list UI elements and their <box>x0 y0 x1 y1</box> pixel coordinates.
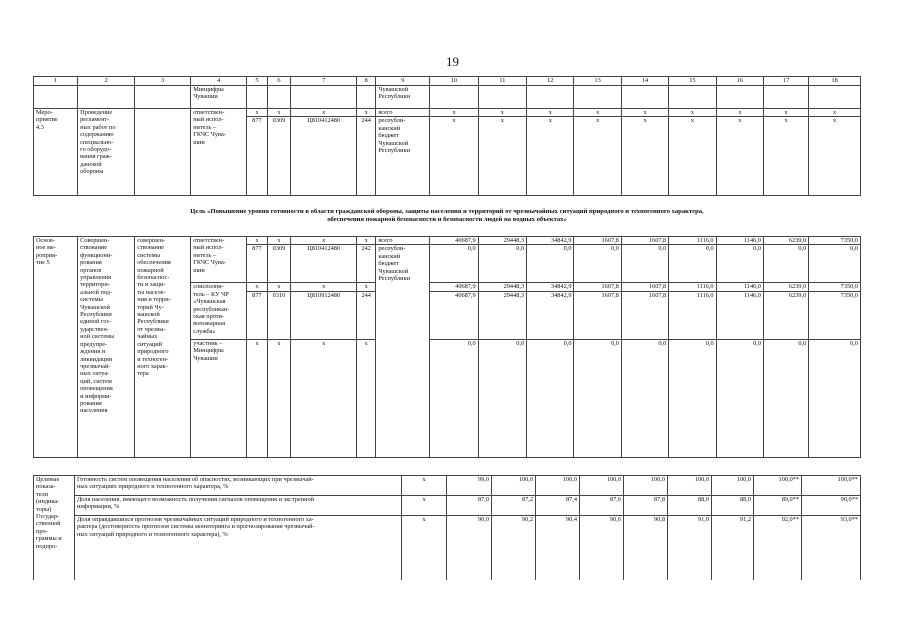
indicator-text: Готовность систем оповещения населения об опасностях, возникающих при чрезвычай- ных ситуациях природного и техногенного характера, % <box>75 476 402 496</box>
cell: x <box>291 283 357 291</box>
cell: 877 <box>247 245 267 283</box>
cell: 1146,0 <box>716 283 763 291</box>
cell: 6239,0 <box>763 237 808 245</box>
cell: 91,2 <box>712 516 754 580</box>
cell: 29448,3 <box>478 291 526 339</box>
cell: 99,0 <box>447 476 492 496</box>
event-name: Совершен- ствование функциони- рования органов управления территори- альной под- системы Чувашской Республики единой гос- ударствен- ной системы предупре- ждения и ликвидации чрезвычай- ных ситуа- ций, систем оповещения и информи- рования населения <box>78 237 135 458</box>
cell: всего <box>376 109 430 117</box>
cell: 87,2 <box>492 496 536 516</box>
event-label: Основ- ное ме- роприя- тие 5 <box>34 237 78 458</box>
cell: x <box>402 496 447 516</box>
cell: 242 <box>356 245 375 283</box>
cell: x <box>247 237 267 245</box>
cell: 91,0 <box>668 516 712 580</box>
cell: 0,0 <box>716 245 763 283</box>
column-number-18: 18 <box>809 77 861 86</box>
continuation-row <box>34 86 861 109</box>
column-number-13: 13 <box>574 77 621 86</box>
cell: 0,0 <box>478 245 526 283</box>
goal-heading: Цель «Повышение уровня готовности в области гражданской обороны, защиты населения и территорий от чрезвычайных ситуаций природного и техногенного характера, обеспечения пожарной безопасности и безопасности людей на водных объектах» <box>190 208 704 223</box>
cell: Ц810912480 <box>291 291 357 339</box>
cell: 100,0 <box>624 476 668 496</box>
cell: 1116,0 <box>669 291 716 339</box>
column-number-2: 2 <box>78 77 135 86</box>
cell: 90,0 <box>447 516 492 580</box>
cell: 88,0 <box>712 496 754 516</box>
cell: 0,0 <box>763 339 808 457</box>
cell: 0310 <box>267 291 291 339</box>
cell: 40687,9 <box>430 237 478 245</box>
cell: 0,0 <box>574 339 621 457</box>
cell: x <box>574 117 621 196</box>
cell: x <box>527 109 574 117</box>
cell: 877 <box>247 117 267 196</box>
cell: x <box>267 237 291 245</box>
table-row <box>34 516 861 580</box>
cell: 34842,9 <box>527 283 574 291</box>
column-number-11: 11 <box>478 77 526 86</box>
column-number-10: 10 <box>430 77 478 86</box>
cell: x <box>430 117 478 196</box>
cell: x <box>267 283 291 291</box>
table-row <box>34 109 861 117</box>
cell: 100,0 <box>492 476 536 496</box>
cell: x <box>291 339 357 457</box>
column-number-8: 8 <box>356 77 375 86</box>
indicator-text: Доля оправдавшихся прогнозов чрезвычайных ситуаций природного и техногенного ха- рактера (достоверность прогнозов системы мониторинга и прогнозирования чрезвычай- ных ситуаций природного и техногенного характера), % <box>75 516 402 580</box>
cell: 0,0 <box>430 245 478 283</box>
cell: x <box>574 109 621 117</box>
cell: 1607,8 <box>621 237 668 245</box>
cell: x <box>621 117 668 196</box>
table-main-event-5 <box>33 236 861 458</box>
cell: 87,8 <box>624 496 668 516</box>
cell: 87,4 <box>536 496 580 516</box>
participant: участник – Минцифры Чувашии <box>191 339 247 457</box>
cell: 100,0 <box>536 476 580 496</box>
cell: x <box>430 109 478 117</box>
column-number-14: 14 <box>621 77 668 86</box>
indicators-label: Целевые показа- тели (индика- торы) Государ- ственной про- граммы и подпро- <box>34 476 75 580</box>
column-number-3: 3 <box>135 77 191 86</box>
cell: x <box>356 237 375 245</box>
event-label: Меро- приятие 4.3 <box>34 109 78 196</box>
continued-agency: Минцифры Чувашии <box>191 86 247 109</box>
cell: 90,4 <box>536 516 580 580</box>
cell: x <box>527 117 574 196</box>
cell: x <box>478 117 526 196</box>
cell: x <box>291 109 357 117</box>
cell: 1607,8 <box>621 283 668 291</box>
cell: 87,6 <box>580 496 624 516</box>
cell: 0309 <box>267 245 291 283</box>
cell: республи- канский бюджет Чувашской Республики <box>376 117 430 196</box>
column-number-6: 6 <box>267 77 291 86</box>
column-number-7: 7 <box>291 77 357 86</box>
indicator-text: Доля населения, имеющего возможность получения сигналов оповещения и экстренной информации, % <box>75 496 402 516</box>
source-total: всего <box>376 237 430 245</box>
continued-source: Чувашской Республики <box>376 86 430 109</box>
cell: x <box>291 237 357 245</box>
cell: 89,0** <box>754 496 802 516</box>
cell: 0,0 <box>478 339 526 457</box>
cell: 0,0 <box>809 245 861 283</box>
cell: 87,0 <box>447 496 492 516</box>
cell: 1146,0 <box>716 237 763 245</box>
cell: 0,0 <box>669 339 716 457</box>
cell: 29448,3 <box>478 283 526 291</box>
cell: Ц810412480 <box>291 117 357 196</box>
cell: x <box>478 109 526 117</box>
table-row <box>34 237 861 245</box>
cell: 34842,9 <box>527 237 574 245</box>
column-number-17: 17 <box>763 77 808 86</box>
cell: Ц810412480 <box>291 245 357 283</box>
cell: x <box>247 109 267 117</box>
cell: 40687,9 <box>430 283 478 291</box>
cell: 6239,0 <box>763 291 808 339</box>
goal-description: совершен- ствование системы обеспечения пожарной безопаснос- ти и защи- ты населе- ния и терри- торий Чу- вашской Республики от чрезвы- чайных ситуаций природного и техноген- ного харак- тера <box>135 237 191 458</box>
cell: x <box>247 339 267 457</box>
responsible: ответствен- ный испол- нитель – ГКЧС Чува- шии <box>191 237 247 283</box>
cell: 88,0 <box>668 496 712 516</box>
cell: 90,0** <box>802 496 861 516</box>
cell: 1116,0 <box>669 237 716 245</box>
cell: 0,0 <box>574 245 621 283</box>
cell: 90,6 <box>580 516 624 580</box>
cell: 100,0 <box>712 476 754 496</box>
cell: 34842,9 <box>527 291 574 339</box>
cell: 90,8 <box>624 516 668 580</box>
cell: x <box>356 109 375 117</box>
cell: 7350,0 <box>809 283 861 291</box>
cell: 92,0** <box>754 516 802 580</box>
cell: x <box>356 283 375 291</box>
column-numbers-row <box>34 77 861 86</box>
cell: x <box>669 117 716 196</box>
cell: x <box>809 109 861 117</box>
cell: x <box>669 109 716 117</box>
cell: x <box>763 117 808 196</box>
cell: 93,0** <box>802 516 861 580</box>
cell: 100,0 <box>668 476 712 496</box>
cell: x <box>402 476 447 496</box>
cell: 0,0 <box>763 245 808 283</box>
cell: 0,0 <box>527 245 574 283</box>
cell: 1607,8 <box>574 283 621 291</box>
cell: 90,2 <box>492 516 536 580</box>
cell: x <box>621 109 668 117</box>
cell: x <box>356 339 375 457</box>
table-target-indicators <box>33 475 861 580</box>
column-number-12: 12 <box>527 77 574 86</box>
cell: 0,0 <box>716 339 763 457</box>
cell: 244 <box>356 291 375 339</box>
column-number-15: 15 <box>669 77 716 86</box>
table-row <box>34 496 861 516</box>
column-number-5: 5 <box>247 77 267 86</box>
cell: x <box>716 117 763 196</box>
column-number-9: 9 <box>376 77 430 86</box>
cell: 40687,9 <box>430 291 478 339</box>
cell: 1146,0 <box>716 291 763 339</box>
cell: 1607,8 <box>574 291 621 339</box>
cell: 100,0** <box>754 476 802 496</box>
cell: 244 <box>356 117 375 196</box>
cell: 1607,8 <box>621 291 668 339</box>
cell: 0,0 <box>621 339 668 457</box>
responsible: ответствен- ный испол- нитель – ГКЧС Чува- шии <box>191 109 247 196</box>
table-row <box>34 476 861 496</box>
cell: 0309 <box>267 117 291 196</box>
cell: 0,0 <box>621 245 668 283</box>
page-number: 19 <box>446 54 459 69</box>
co-executor: соисполни- тель – КУ ЧР «Чувашская республикан- ская проти- вопожарная служба» <box>191 283 247 339</box>
cell: 0,0 <box>527 339 574 457</box>
column-number-1: 1 <box>34 77 78 86</box>
cell: x <box>402 516 447 580</box>
table-event-4-3 <box>33 76 861 196</box>
column-number-16: 16 <box>716 77 763 86</box>
column-number-4: 4 <box>191 77 247 86</box>
cell: 0,0 <box>669 245 716 283</box>
cell: 100,0** <box>802 476 861 496</box>
cell: 0,0 <box>430 339 478 457</box>
cell: x <box>809 117 861 196</box>
cell: x <box>763 109 808 117</box>
cell: x <box>267 339 291 457</box>
cell: 1607,8 <box>574 237 621 245</box>
cell: x <box>716 109 763 117</box>
cell: 1116,0 <box>669 283 716 291</box>
cell: 29448,3 <box>478 237 526 245</box>
cell: 7350,0 <box>809 237 861 245</box>
cell: x <box>267 109 291 117</box>
event-name: Проведение регламент- ных работ по содержанию специально- го оборудо- вания граж- данской обороны <box>78 109 135 196</box>
cell: 100,0 <box>580 476 624 496</box>
cell: 6239,0 <box>763 283 808 291</box>
cell: 7350,0 <box>809 291 861 339</box>
source-rb: республи- канский бюджет Чувашской Республики <box>376 245 430 457</box>
cell: x <box>247 283 267 291</box>
cell: 0,0 <box>809 339 861 457</box>
cell: 877 <box>247 291 267 339</box>
